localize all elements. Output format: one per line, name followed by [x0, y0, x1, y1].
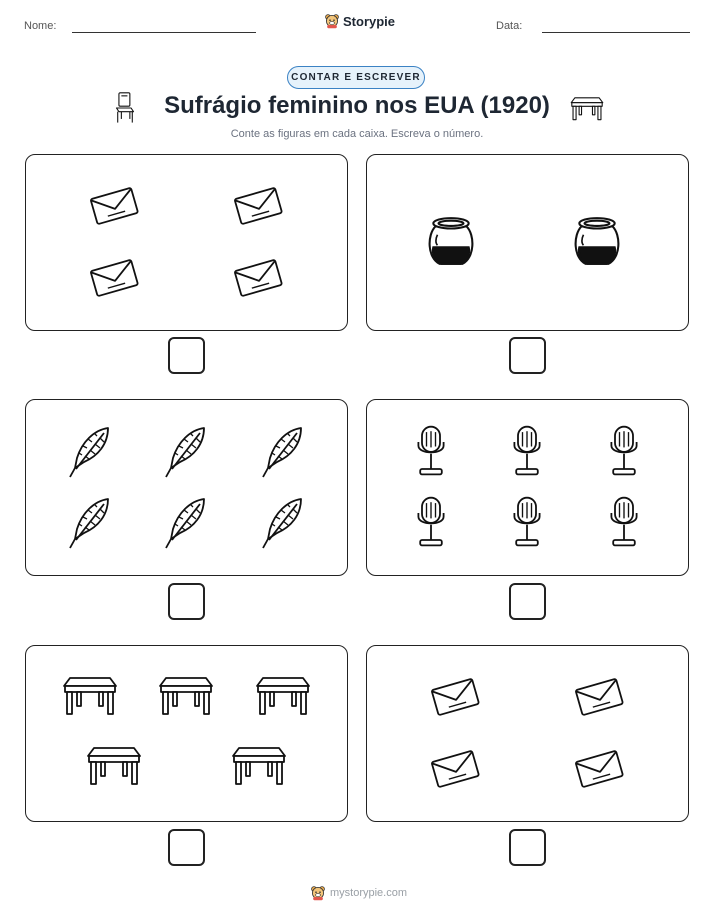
table-icon	[62, 672, 118, 716]
pot-icon	[571, 211, 623, 271]
feather-icon	[257, 495, 307, 551]
table-icon	[231, 742, 287, 786]
feather-icon	[160, 424, 210, 480]
count-box-5	[25, 645, 348, 822]
envelope-icon	[233, 185, 283, 225]
envelope-icon	[574, 676, 624, 716]
microphone-icon	[509, 495, 545, 549]
bear-icon	[310, 885, 326, 901]
microphone-icon	[413, 424, 449, 478]
name-label: Nome:	[24, 20, 57, 32]
date-label: Data:	[496, 20, 523, 32]
count-box-3	[25, 399, 348, 576]
brand-logo	[324, 13, 395, 29]
envelope-icon	[233, 257, 283, 297]
feather-icon	[64, 495, 114, 551]
feather-icon	[160, 495, 210, 551]
envelope-icon	[89, 257, 139, 297]
name-line[interactable]	[72, 32, 256, 33]
count-box-6	[366, 645, 689, 822]
feather-icon	[257, 424, 307, 480]
table-icon	[255, 672, 311, 716]
table-icon	[570, 94, 604, 121]
brand-name: Storypie	[343, 13, 396, 29]
answer-box-6[interactable]	[509, 829, 546, 866]
answer-box-1[interactable]	[168, 337, 205, 374]
bear-icon	[324, 13, 340, 29]
microphone-icon	[606, 495, 642, 549]
pot-icon	[425, 211, 477, 271]
microphone-icon	[509, 424, 545, 478]
answer-box-4[interactable]	[509, 583, 546, 620]
activity-badge: CONTAR E ESCREVER	[287, 66, 425, 89]
table-icon	[86, 742, 142, 786]
instructions: Conte as figuras em cada caixa. Escreva o número.	[230, 128, 484, 140]
footer	[310, 885, 407, 901]
envelope-icon	[574, 748, 624, 788]
date-line[interactable]	[542, 32, 690, 33]
envelope-icon	[430, 676, 480, 716]
page-title: Sufrágio feminino nos EUA (1920)	[164, 92, 550, 119]
footer-link[interactable]: mystorypie.com	[330, 887, 408, 899]
answer-box-3[interactable]	[168, 583, 205, 620]
microphone-icon	[606, 424, 642, 478]
count-box-1	[25, 154, 348, 331]
answer-box-2[interactable]	[509, 337, 546, 374]
envelope-icon	[89, 185, 139, 225]
microphone-icon	[413, 495, 449, 549]
count-box-4	[366, 399, 689, 576]
answer-box-5[interactable]	[168, 829, 205, 866]
feather-icon	[64, 424, 114, 480]
table-icon	[158, 672, 214, 716]
envelope-icon	[430, 748, 480, 788]
count-box-2	[366, 154, 689, 331]
